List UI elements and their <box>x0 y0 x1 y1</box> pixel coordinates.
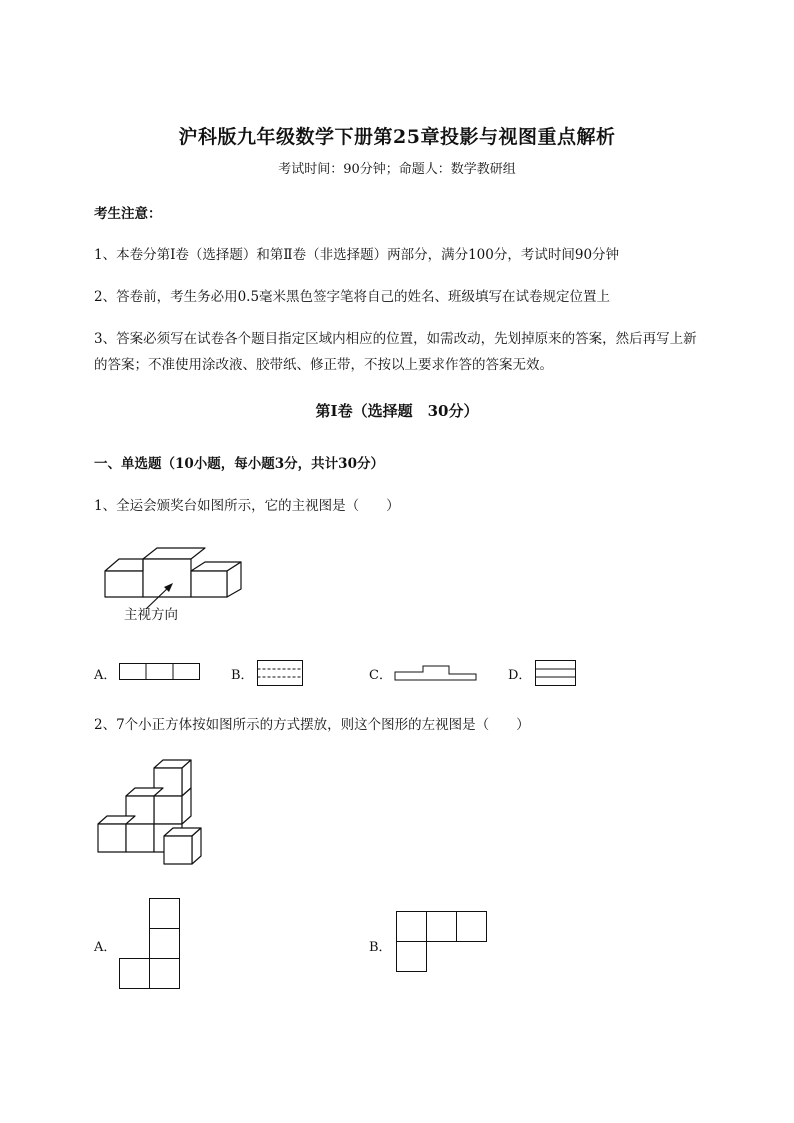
q1-option-d-figure[interactable] <box>535 660 579 688</box>
q1-option-a-label[interactable]: A． <box>94 668 117 683</box>
q1-option-b-label[interactable]: B． <box>231 668 254 683</box>
notice-item-3-line-1: 3、答案必须写在试卷各个题目指定区域内相应的位置，如需改动，先划掉原来的答案，然后再写上新 <box>94 331 697 347</box>
q2-option-a-label[interactable]: A． <box>94 940 117 955</box>
q1-option-c-figure[interactable] <box>394 661 478 683</box>
q1-option-c-label[interactable]: C． <box>369 668 392 683</box>
notice-item-1: 1、本卷分第I卷（选择题）和第Ⅱ卷（非选择题）两部分，满分100分，考试时间90分钟 <box>94 247 620 263</box>
exam-info: 考试时间：90分钟；命题人：数学教研组 <box>278 162 516 177</box>
part-heading: 一、单选题（10小题，每小题3分，共计30分） <box>94 456 384 472</box>
figure-label-main-view-direction: 主视方向 <box>124 607 178 623</box>
q2-option-b-label[interactable]: B． <box>369 940 392 955</box>
question-1-text: 1、全运会颁奖台如图所示，它的主视图是（ ） <box>94 498 400 514</box>
section-title: 第I卷（选择题 30分） <box>315 402 479 420</box>
q1-option-a-figure[interactable] <box>119 663 201 683</box>
notice-item-2: 2、答卷前，考生务必用0.5毫米黑色签字笔将自己的姓名、班级填写在试卷规定位置上 <box>94 289 611 305</box>
notice-heading: 考生注意： <box>94 206 162 222</box>
question-2-text: 2、7个小正方体按如图所示的方式摆放，则这个图形的左视图是（ ） <box>94 717 530 733</box>
cubes-figure <box>94 758 204 866</box>
q2-option-a-figure[interactable] <box>118 897 182 991</box>
q1-option-d-label[interactable]: D． <box>508 668 532 683</box>
page-title: 沪科版九年级数学下册第25章投影与视图重点解析 <box>178 126 616 148</box>
q2-option-b-figure[interactable] <box>395 910 489 974</box>
notice-item-3-line-2: 的答案；不准使用涂改液、胶带纸、修正带，不按以上要求作答的答案无效。 <box>94 357 553 373</box>
q1-option-b-figure[interactable] <box>257 660 305 688</box>
